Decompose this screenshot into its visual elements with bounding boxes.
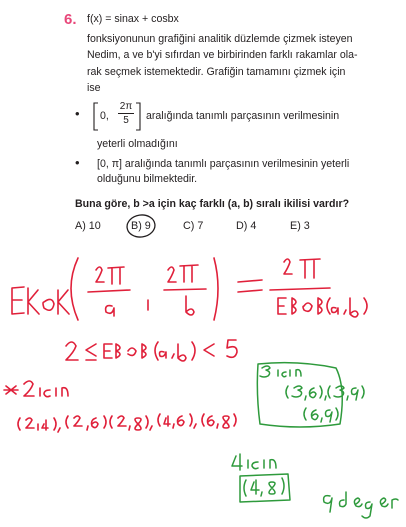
rhs-ebob xyxy=(278,298,367,317)
frac2-b xyxy=(186,296,194,315)
pairs-of-2 xyxy=(18,414,236,432)
question-number: 6. xyxy=(64,11,77,28)
ineq-5 xyxy=(227,340,237,357)
option-c[interactable]: C) 7 xyxy=(183,220,204,232)
ineq-lt xyxy=(204,344,214,356)
big-paren-right xyxy=(214,258,218,320)
bullet2-text-line1: [0, π] aralığında tanımlı parçasının verilmesinin yeterli xyxy=(97,158,350,170)
ineq-2 xyxy=(66,342,78,360)
nine-deger xyxy=(324,492,398,518)
rhs-bar xyxy=(270,288,330,290)
question-line-2: Nedim, a ve b'yi sıfırdan ve birbirinden farklı rakamlar ola- xyxy=(87,49,358,61)
pairs-of-3 xyxy=(286,386,364,400)
label-4-icin xyxy=(232,454,276,470)
question-line-4: ise xyxy=(87,82,101,94)
frac1-bar xyxy=(88,290,130,292)
bullet1-text: aralığında tanımlı parçasının verilmesinin xyxy=(146,110,340,122)
option-e[interactable]: E) 3 xyxy=(290,220,310,232)
bullet1-text-line2: yeterli olmadığını xyxy=(97,138,178,150)
question-prompt: Buna göre, b >a için kaç farklı (a, b) sıralı ikilisi vardır? xyxy=(75,198,350,210)
rhs-2pi xyxy=(284,259,320,278)
question-line-3: rak seçmek istemektedir. Grafiğin tamamını çizmek için xyxy=(87,66,346,78)
fraction-denominator: 5 xyxy=(123,115,129,126)
big-paren-left xyxy=(71,258,78,320)
ineq-ebob xyxy=(104,342,195,361)
star-2-icin xyxy=(4,381,68,397)
bullet-dot-1: • xyxy=(75,106,80,121)
pair-6-9 xyxy=(304,408,338,422)
answer-circle xyxy=(126,213,157,239)
ineq-le xyxy=(86,344,96,360)
equals xyxy=(238,280,262,292)
bullet-dot-2: • xyxy=(75,155,80,170)
fraction-numerator: 2π xyxy=(119,101,133,112)
function-expression: f(x) = sinax + cosbx xyxy=(87,13,179,25)
frac1-a xyxy=(106,306,114,316)
frac1-2pi xyxy=(96,267,124,284)
frac2-2pi xyxy=(168,265,198,282)
ekok-scribble xyxy=(12,287,69,314)
interval-start: 0, xyxy=(100,110,109,122)
option-a[interactable]: A) 10 xyxy=(75,220,101,232)
option-d[interactable]: D) 4 xyxy=(236,220,257,232)
bullet2-text-line2: olduğunu bilmektedir. xyxy=(97,173,198,185)
pair-4-8 xyxy=(244,478,284,496)
frac2-bar xyxy=(164,289,206,290)
option-b[interactable]: B) 9 xyxy=(131,220,151,232)
question-line-1: fonksiyonunun grafiğini analitik düzlemde çizmek isteyen xyxy=(87,33,353,45)
label-3-icin xyxy=(260,366,301,377)
